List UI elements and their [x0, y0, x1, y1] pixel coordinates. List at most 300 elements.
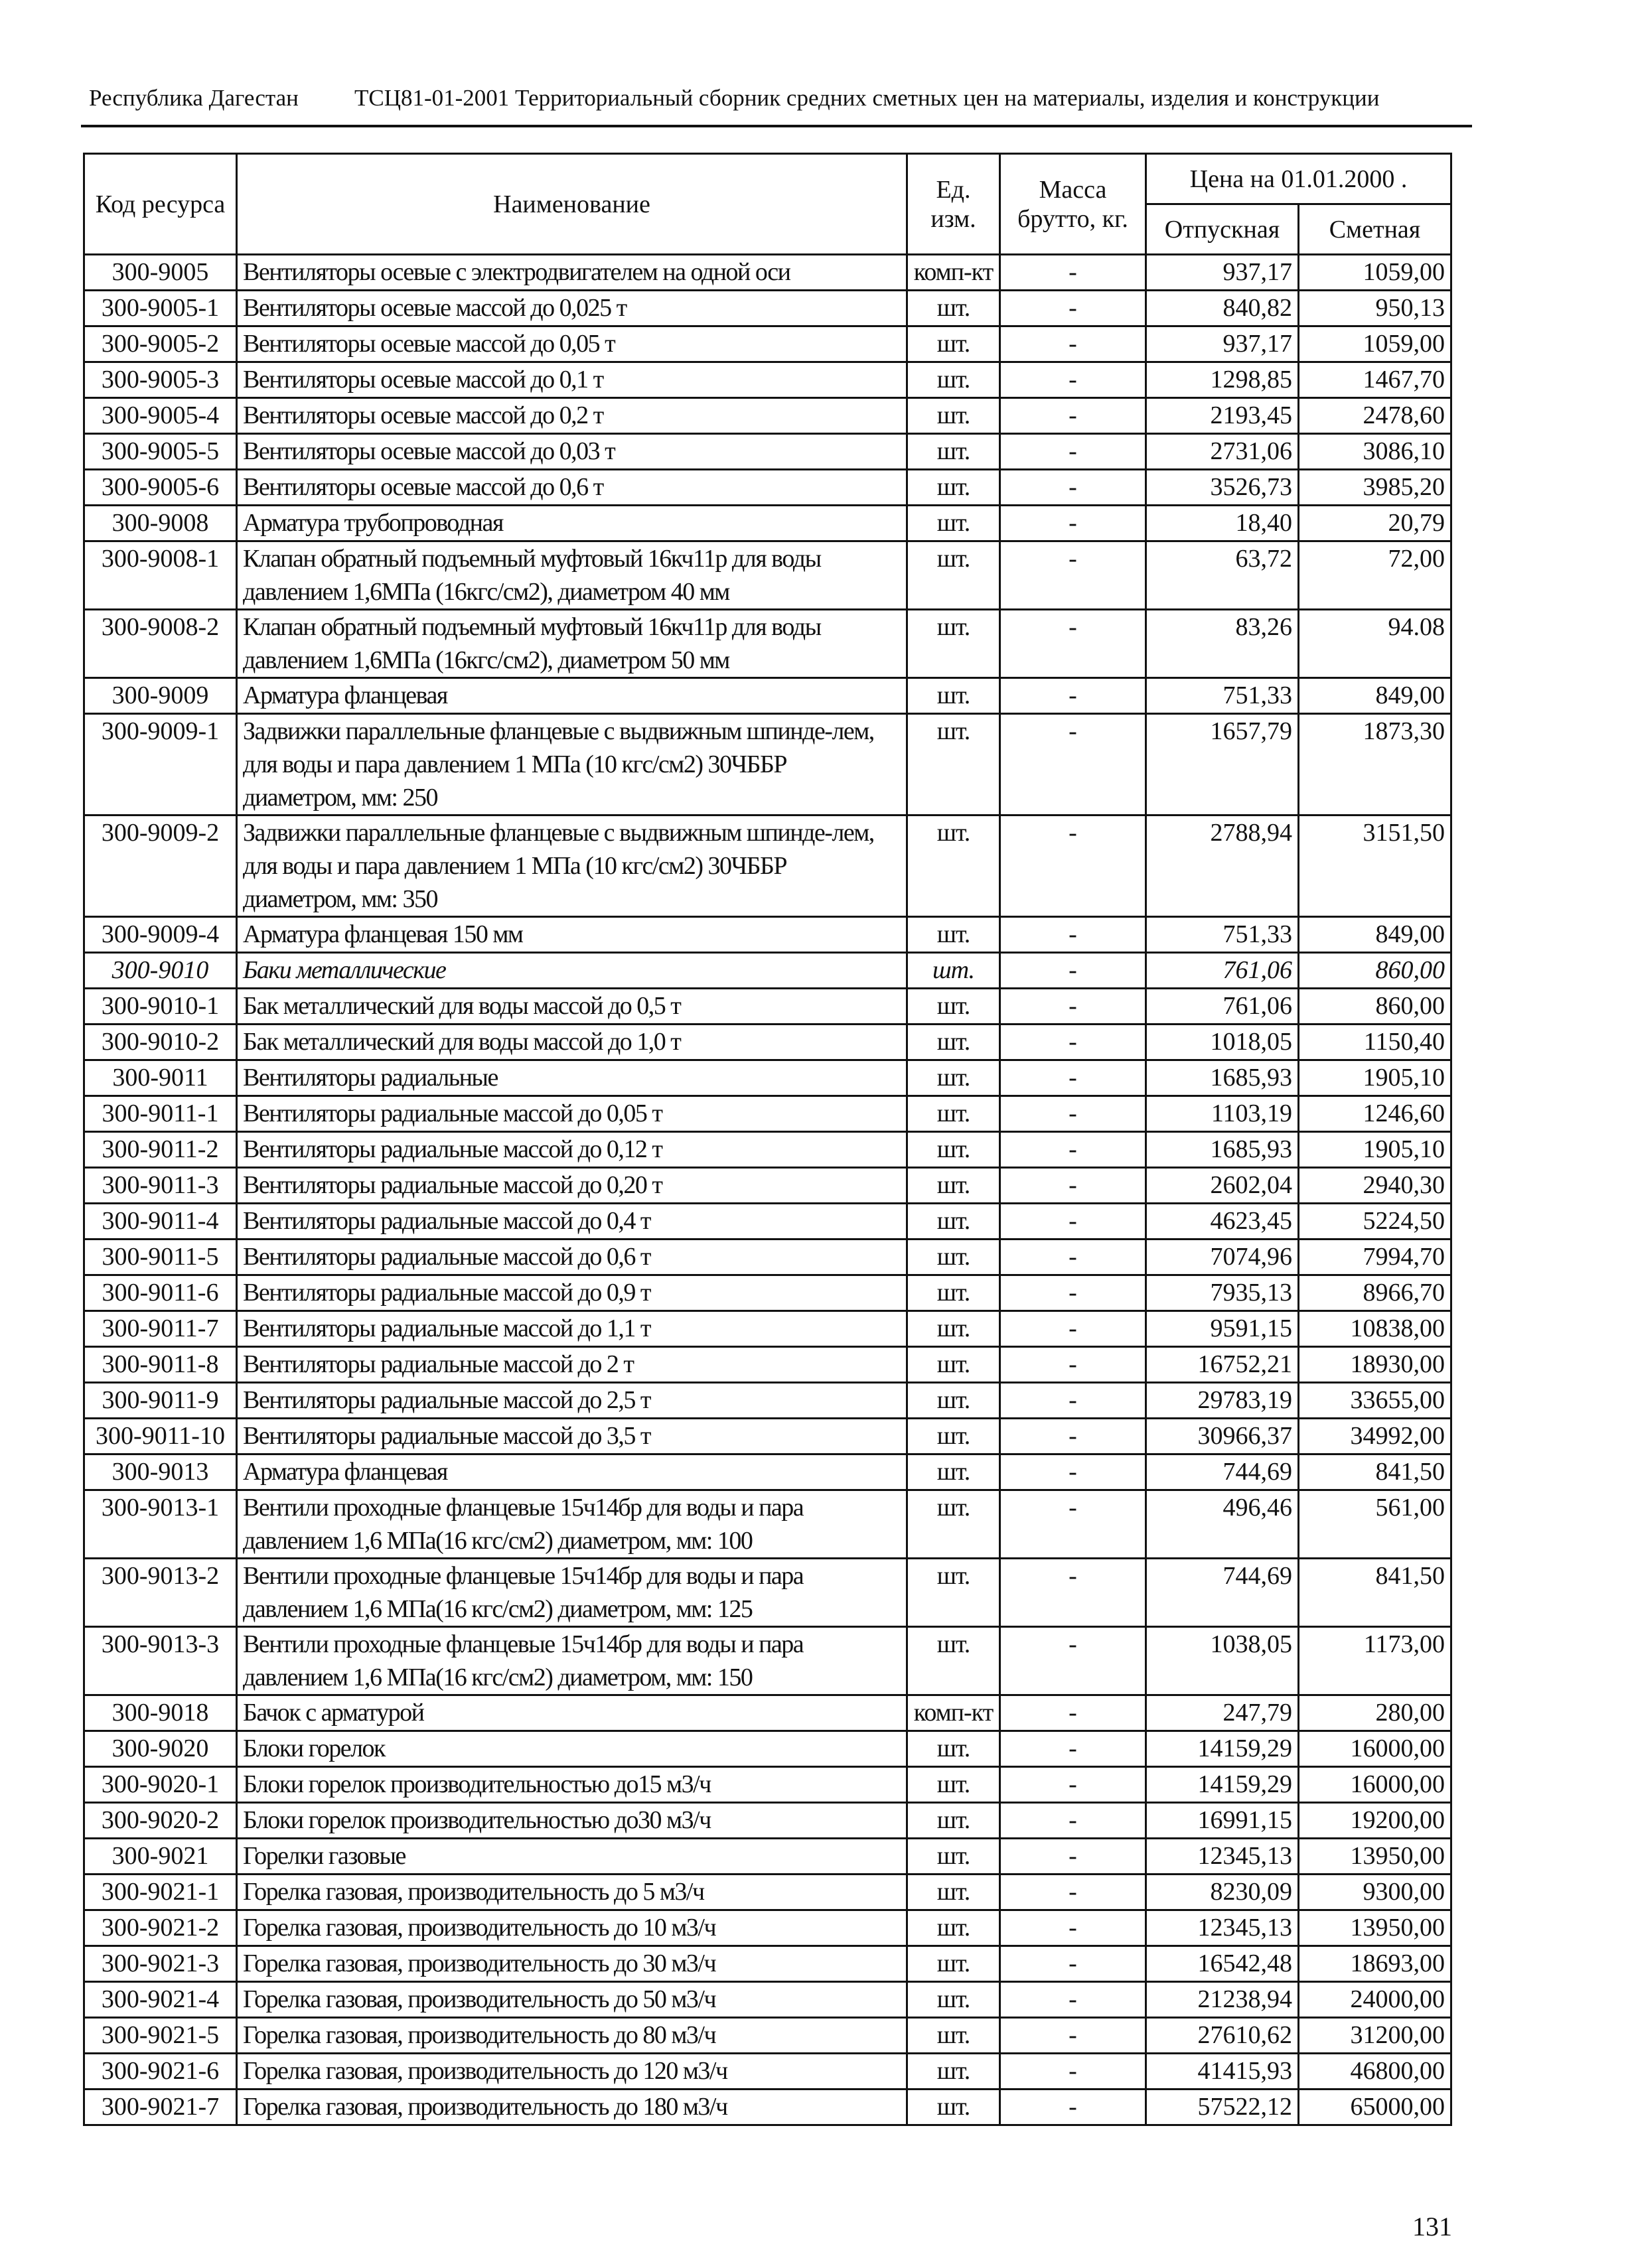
cell-unit: шт.	[907, 1096, 1000, 1132]
table-row	[84, 2090, 1451, 2125]
table-row	[84, 1168, 1451, 1204]
cell-release-price: 8230,09	[1146, 1875, 1299, 1910]
header-title: ТСЦ81-01-2001 Территориальный сборник средних сметных цен на материалы, изделия и конструкции	[354, 85, 1380, 111]
cell-estimate-price: 24000,00	[1299, 1982, 1451, 2018]
cell-estimate-price: 2940,30	[1299, 1168, 1451, 1204]
price-table	[83, 153, 1452, 2126]
cell-estimate-price: 1173,00	[1299, 1627, 1451, 1695]
cell-release-price: 1685,93	[1146, 1060, 1299, 1096]
cell-unit: шт.	[907, 1240, 1000, 1275]
cell-estimate-price: 3151,50	[1299, 815, 1451, 917]
cell-unit: шт.	[907, 434, 1000, 470]
table-row	[84, 1731, 1451, 1767]
cell-name: Вентили проходные фланцевые 15ч14бр для воды и пара давлением 1,6 МПа(16 кгс/см2) диаметром, мм: 150	[237, 1627, 907, 1695]
table-header	[84, 154, 1451, 255]
table-row	[84, 1096, 1451, 1132]
cell-name: Баки металлические	[237, 953, 907, 989]
cell-unit: шт.	[907, 1419, 1000, 1454]
cell-release-price: 14159,29	[1146, 1767, 1299, 1803]
cell-mass: -	[1000, 1132, 1146, 1168]
cell-release-price: 247,79	[1146, 1695, 1299, 1731]
cell-unit: комп-кт	[907, 1695, 1000, 1731]
cell-estimate-price: 33655,00	[1299, 1383, 1451, 1419]
cell-name: Горелка газовая, производительность до 5 м3/ч	[237, 1875, 907, 1910]
cell-name: Вентиляторы радиальные массой до 0,05 т	[237, 1096, 907, 1132]
table-row	[84, 1875, 1451, 1910]
cell-mass: -	[1000, 2018, 1146, 2054]
table-row	[84, 1946, 1451, 1982]
table-row	[84, 1240, 1451, 1275]
cell-mass: -	[1000, 1803, 1146, 1839]
cell-release-price: 751,33	[1146, 678, 1299, 714]
cell-mass: -	[1000, 362, 1146, 398]
cell-estimate-price: 16000,00	[1299, 1767, 1451, 1803]
cell-name: Горелка газовая, производительность до 10 м3/ч	[237, 1910, 907, 1946]
column-header-unit: Ед. изм.	[907, 154, 1000, 255]
cell-unit: шт.	[907, 1803, 1000, 1839]
cell-mass: -	[1000, 1731, 1146, 1767]
cell-name: Задвижки параллельные фланцевые с выдвижным шпинде-лем, для воды и пара давлением 1 МПа (10 кгс/см2) 30ЧББР диаметром, мм: 250	[237, 714, 907, 815]
table-row	[84, 326, 1451, 362]
cell-unit: шт.	[907, 989, 1000, 1025]
cell-estimate-price: 1150,40	[1299, 1025, 1451, 1060]
cell-mass: -	[1000, 1025, 1146, 1060]
cell-unit: комп-кт	[907, 255, 1000, 291]
cell-mass: -	[1000, 291, 1146, 326]
cell-code: 300-9021-3	[84, 1946, 237, 1982]
cell-unit: шт.	[907, 541, 1000, 610]
cell-name: Горелка газовая, производительность до 120 м3/ч	[237, 2054, 907, 2090]
cell-code: 300-9010-2	[84, 1025, 237, 1060]
cell-name: Арматура фланцевая	[237, 678, 907, 714]
cell-name: Клапан обратный подъемный муфтовый 16кч11р для воды давлением 1,6МПа (16кгс/см2), диаметром 40 мм	[237, 541, 907, 610]
cell-mass: -	[1000, 678, 1146, 714]
header-rule	[81, 125, 1472, 127]
cell-estimate-price: 3985,20	[1299, 470, 1451, 506]
cell-unit: шт.	[907, 1025, 1000, 1060]
cell-release-price: 761,06	[1146, 989, 1299, 1025]
table-row	[84, 1490, 1451, 1559]
cell-estimate-price: 841,50	[1299, 1454, 1451, 1490]
cell-name: Горелка газовая, производительность до 180 м3/ч	[237, 2090, 907, 2125]
cell-code: 300-9011-5	[84, 1240, 237, 1275]
page-number: 131	[1412, 2212, 1452, 2241]
cell-unit: шт.	[907, 1627, 1000, 1695]
cell-mass: -	[1000, 815, 1146, 917]
cell-mass: -	[1000, 1559, 1146, 1627]
cell-estimate-price: 19200,00	[1299, 1803, 1451, 1839]
cell-estimate-price: 31200,00	[1299, 2018, 1451, 2054]
cell-name: Задвижки параллельные фланцевые с выдвижным шпинде-лем, для воды и пара давлением 1 МПа (10 кгс/см2) 30ЧББР диаметром, мм: 350	[237, 815, 907, 917]
cell-mass: -	[1000, 953, 1146, 989]
cell-estimate-price: 561,00	[1299, 1490, 1451, 1559]
cell-release-price: 3526,73	[1146, 470, 1299, 506]
cell-code: 300-9009-1	[84, 714, 237, 815]
cell-unit: шт.	[907, 1132, 1000, 1168]
cell-release-price: 16752,21	[1146, 1347, 1299, 1383]
cell-unit: шт.	[907, 917, 1000, 953]
cell-mass: -	[1000, 1240, 1146, 1275]
cell-estimate-price: 1059,00	[1299, 326, 1451, 362]
cell-name: Блоки горелок производительностью до15 м3/ч	[237, 1767, 907, 1803]
table-row	[84, 362, 1451, 398]
cell-code: 300-9011	[84, 1060, 237, 1096]
cell-mass: -	[1000, 2054, 1146, 2090]
cell-mass: -	[1000, 255, 1146, 291]
cell-release-price: 1657,79	[1146, 714, 1299, 815]
cell-code: 300-9020	[84, 1731, 237, 1767]
cell-unit: шт.	[907, 506, 1000, 541]
cell-code: 300-9021	[84, 1839, 237, 1875]
table-row	[84, 1559, 1451, 1627]
cell-mass: -	[1000, 1982, 1146, 2018]
column-header-price-group: Цена на 01.01.2000 .	[1146, 154, 1451, 204]
cell-name: Вентиляторы осевые массой до 0,03 т	[237, 434, 907, 470]
cell-name: Горелка газовая, производительность до 30 м3/ч	[237, 1946, 907, 1982]
cell-release-price: 30966,37	[1146, 1419, 1299, 1454]
cell-code: 300-9005-3	[84, 362, 237, 398]
cell-name: Бак металлический для воды массой до 0,5 т	[237, 989, 907, 1025]
cell-mass: -	[1000, 1839, 1146, 1875]
cell-unit: шт.	[907, 953, 1000, 989]
cell-estimate-price: 1059,00	[1299, 255, 1451, 291]
cell-unit: шт.	[907, 678, 1000, 714]
cell-release-price: 1685,93	[1146, 1132, 1299, 1168]
cell-code: 300-9009	[84, 678, 237, 714]
cell-code: 300-9011-8	[84, 1347, 237, 1383]
cell-name: Блоки горелок производительностью до30 м3/ч	[237, 1803, 907, 1839]
table-row	[84, 1839, 1451, 1875]
cell-release-price: 744,69	[1146, 1559, 1299, 1627]
cell-name: Вентиляторы радиальные массой до 1,1 т	[237, 1311, 907, 1347]
table-row	[84, 1347, 1451, 1383]
cell-unit: шт.	[907, 291, 1000, 326]
column-header-code: Код ресурса	[84, 154, 237, 255]
column-header-mass: Масса брутто, кг.	[1000, 154, 1146, 255]
cell-unit: шт.	[907, 1347, 1000, 1383]
cell-unit: шт.	[907, 1982, 1000, 2018]
cell-release-price: 63,72	[1146, 541, 1299, 610]
cell-unit: шт.	[907, 1060, 1000, 1096]
cell-estimate-price: 950,13	[1299, 291, 1451, 326]
table-row	[84, 1695, 1451, 1731]
cell-code: 300-9011-7	[84, 1311, 237, 1347]
cell-mass: -	[1000, 1347, 1146, 1383]
cell-mass: -	[1000, 1311, 1146, 1347]
cell-mass: -	[1000, 1454, 1146, 1490]
table-row	[84, 1803, 1451, 1839]
cell-unit: шт.	[907, 398, 1000, 434]
table-row	[84, 2018, 1451, 2054]
cell-name: Вентиляторы осевые с электродвигателем на одной оси	[237, 255, 907, 291]
table-row	[84, 2054, 1451, 2090]
cell-mass: -	[1000, 1910, 1146, 1946]
cell-release-price: 761,06	[1146, 953, 1299, 989]
table-row	[84, 714, 1451, 815]
cell-mass: -	[1000, 2090, 1146, 2125]
column-header-name: Наименование	[237, 154, 907, 255]
cell-unit: шт.	[907, 1454, 1000, 1490]
cell-name: Вентиляторы осевые массой до 0,6 т	[237, 470, 907, 506]
cell-name: Вентили проходные фланцевые 15ч14бр для воды и пара давлением 1,6 МПа(16 кгс/см2) диаметром, мм: 100	[237, 1490, 907, 1559]
table-row	[84, 678, 1451, 714]
cell-release-price: 937,17	[1146, 255, 1299, 291]
cell-release-price: 9591,15	[1146, 1311, 1299, 1347]
cell-code: 300-9011-3	[84, 1168, 237, 1204]
cell-unit: шт.	[907, 815, 1000, 917]
cell-release-price: 1018,05	[1146, 1025, 1299, 1060]
cell-mass: -	[1000, 989, 1146, 1025]
cell-code: 300-9005	[84, 255, 237, 291]
cell-unit: шт.	[907, 1731, 1000, 1767]
cell-release-price: 840,82	[1146, 291, 1299, 326]
table-row	[84, 1311, 1451, 1347]
cell-release-price: 7935,13	[1146, 1275, 1299, 1311]
table-row	[84, 610, 1451, 678]
cell-name: Горелка газовая, производительность до 50 м3/ч	[237, 1982, 907, 2018]
cell-name: Блоки горелок	[237, 1731, 907, 1767]
cell-release-price: 16991,15	[1146, 1803, 1299, 1839]
cell-estimate-price: 18693,00	[1299, 1946, 1451, 1982]
cell-unit: шт.	[907, 1383, 1000, 1419]
cell-release-price: 57522,12	[1146, 2090, 1299, 2125]
table-row	[84, 291, 1451, 326]
cell-code: 300-9011-10	[84, 1419, 237, 1454]
cell-mass: -	[1000, 1946, 1146, 1982]
cell-mass: -	[1000, 1383, 1146, 1419]
cell-estimate-price: 860,00	[1299, 953, 1451, 989]
cell-name: Вентиляторы осевые массой до 0,1 т	[237, 362, 907, 398]
table-row	[84, 917, 1451, 953]
cell-code: 300-9010	[84, 953, 237, 989]
cell-code: 300-9008	[84, 506, 237, 541]
cell-release-price: 751,33	[1146, 917, 1299, 953]
table-row	[84, 1627, 1451, 1695]
table-row	[84, 1383, 1451, 1419]
cell-estimate-price: 3086,10	[1299, 434, 1451, 470]
cell-unit: шт.	[907, 1275, 1000, 1311]
cell-name: Вентиляторы радиальные массой до 0,4 т	[237, 1204, 907, 1240]
cell-release-price: 83,26	[1146, 610, 1299, 678]
cell-estimate-price: 5224,50	[1299, 1204, 1451, 1240]
cell-estimate-price: 9300,00	[1299, 1875, 1451, 1910]
cell-estimate-price: 860,00	[1299, 989, 1451, 1025]
cell-code: 300-9010-1	[84, 989, 237, 1025]
cell-release-price: 18,40	[1146, 506, 1299, 541]
cell-code: 300-9011-6	[84, 1275, 237, 1311]
cell-estimate-price: 94.08	[1299, 610, 1451, 678]
cell-estimate-price: 65000,00	[1299, 2090, 1451, 2125]
cell-release-price: 27610,62	[1146, 2018, 1299, 2054]
cell-release-price: 2731,06	[1146, 434, 1299, 470]
cell-estimate-price: 1246,60	[1299, 1096, 1451, 1132]
cell-release-price: 1103,19	[1146, 1096, 1299, 1132]
cell-unit: шт.	[907, 326, 1000, 362]
cell-code: 300-9021-2	[84, 1910, 237, 1946]
cell-code: 300-9021-4	[84, 1982, 237, 2018]
table-row	[84, 470, 1451, 506]
cell-release-price: 1298,85	[1146, 362, 1299, 398]
cell-mass: -	[1000, 1627, 1146, 1695]
cell-release-price: 496,46	[1146, 1490, 1299, 1559]
cell-unit: шт.	[907, 470, 1000, 506]
cell-unit: шт.	[907, 1490, 1000, 1559]
cell-mass: -	[1000, 1096, 1146, 1132]
table-row	[84, 1767, 1451, 1803]
cell-estimate-price: 841,50	[1299, 1559, 1451, 1627]
cell-unit: шт.	[907, 1311, 1000, 1347]
cell-release-price: 14159,29	[1146, 1731, 1299, 1767]
cell-estimate-price: 1905,10	[1299, 1060, 1451, 1096]
cell-name: Вентиляторы радиальные массой до 2,5 т	[237, 1383, 907, 1419]
table-row	[84, 506, 1451, 541]
cell-code: 300-9011-1	[84, 1096, 237, 1132]
cell-estimate-price: 8966,70	[1299, 1275, 1451, 1311]
cell-release-price: 21238,94	[1146, 1982, 1299, 2018]
cell-estimate-price: 13950,00	[1299, 1910, 1451, 1946]
table-row	[84, 255, 1451, 291]
cell-unit: шт.	[907, 1946, 1000, 1982]
cell-unit: шт.	[907, 1839, 1000, 1875]
cell-release-price: 2602,04	[1146, 1168, 1299, 1204]
cell-code: 300-9005-2	[84, 326, 237, 362]
cell-name: Бак металлический для воды массой до 1,0 т	[237, 1025, 907, 1060]
cell-unit: шт.	[907, 2054, 1000, 2090]
cell-release-price: 4623,45	[1146, 1204, 1299, 1240]
cell-estimate-price: 849,00	[1299, 917, 1451, 953]
cell-code: 300-9005-1	[84, 291, 237, 326]
cell-name: Горелки газовые	[237, 1839, 907, 1875]
cell-release-price: 1038,05	[1146, 1627, 1299, 1695]
table-row	[84, 541, 1451, 610]
cell-code: 300-9005-6	[84, 470, 237, 506]
cell-mass: -	[1000, 1419, 1146, 1454]
cell-estimate-price: 280,00	[1299, 1695, 1451, 1731]
cell-estimate-price: 46800,00	[1299, 2054, 1451, 2090]
cell-code: 300-9005-4	[84, 398, 237, 434]
cell-estimate-price: 10838,00	[1299, 1311, 1451, 1347]
cell-mass: -	[1000, 610, 1146, 678]
cell-name: Вентиляторы осевые массой до 0,025 т	[237, 291, 907, 326]
table-row	[84, 434, 1451, 470]
cell-mass: -	[1000, 1767, 1146, 1803]
cell-mass: -	[1000, 1060, 1146, 1096]
cell-name: Арматура трубопроводная	[237, 506, 907, 541]
table-row	[84, 1275, 1451, 1311]
cell-code: 300-9021-1	[84, 1875, 237, 1910]
cell-estimate-price: 72,00	[1299, 541, 1451, 610]
cell-mass: -	[1000, 326, 1146, 362]
table-row	[84, 1060, 1451, 1096]
cell-code: 300-9020-2	[84, 1803, 237, 1839]
table-row	[84, 1132, 1451, 1168]
cell-mass: -	[1000, 470, 1146, 506]
column-header-release-price: Отпускная	[1146, 204, 1299, 255]
cell-unit: шт.	[907, 1168, 1000, 1204]
cell-code: 300-9021-5	[84, 2018, 237, 2054]
cell-code: 300-9008-1	[84, 541, 237, 610]
cell-estimate-price: 16000,00	[1299, 1731, 1451, 1767]
cell-release-price: 744,69	[1146, 1454, 1299, 1490]
cell-mass: -	[1000, 434, 1146, 470]
cell-code: 300-9021-7	[84, 2090, 237, 2125]
cell-code: 300-9008-2	[84, 610, 237, 678]
cell-mass: -	[1000, 917, 1146, 953]
cell-estimate-price: 1467,70	[1299, 362, 1451, 398]
cell-name: Вентиляторы радиальные массой до 2 т	[237, 1347, 907, 1383]
table-body	[84, 255, 1451, 2125]
cell-release-price: 29783,19	[1146, 1383, 1299, 1419]
cell-name: Бачок с арматурой	[237, 1695, 907, 1731]
cell-code: 300-9011-2	[84, 1132, 237, 1168]
cell-code: 300-9018	[84, 1695, 237, 1731]
cell-name: Вентиляторы радиальные	[237, 1060, 907, 1096]
cell-code: 300-9013-2	[84, 1559, 237, 1627]
cell-unit: шт.	[907, 1559, 1000, 1627]
cell-code: 300-9011-4	[84, 1204, 237, 1240]
cell-estimate-price: 1873,30	[1299, 714, 1451, 815]
cell-mass: -	[1000, 1204, 1146, 1240]
cell-code: 300-9020-1	[84, 1767, 237, 1803]
cell-name: Горелка газовая, производительность до 80 м3/ч	[237, 2018, 907, 2054]
cell-estimate-price: 18930,00	[1299, 1347, 1451, 1383]
cell-estimate-price: 34992,00	[1299, 1419, 1451, 1454]
cell-estimate-price: 13950,00	[1299, 1839, 1451, 1875]
cell-estimate-price: 1905,10	[1299, 1132, 1451, 1168]
cell-unit: шт.	[907, 1910, 1000, 1946]
cell-release-price: 2788,94	[1146, 815, 1299, 917]
cell-mass: -	[1000, 714, 1146, 815]
cell-mass: -	[1000, 1695, 1146, 1731]
cell-estimate-price: 2478,60	[1299, 398, 1451, 434]
cell-release-price: 12345,13	[1146, 1910, 1299, 1946]
table-row	[84, 815, 1451, 917]
cell-unit: шт.	[907, 1767, 1000, 1803]
cell-code: 300-9021-6	[84, 2054, 237, 2090]
header-region: Республика Дагестан	[89, 85, 299, 111]
cell-name: Вентиляторы радиальные массой до 0,9 т	[237, 1275, 907, 1311]
cell-release-price: 937,17	[1146, 326, 1299, 362]
cell-name: Вентиляторы радиальные массой до 0,20 т	[237, 1168, 907, 1204]
cell-code: 300-9013-3	[84, 1627, 237, 1695]
cell-estimate-price: 849,00	[1299, 678, 1451, 714]
cell-release-price: 2193,45	[1146, 398, 1299, 434]
cell-release-price: 12345,13	[1146, 1839, 1299, 1875]
cell-name: Вентиляторы радиальные массой до 3,5 т	[237, 1419, 907, 1454]
cell-estimate-price: 20,79	[1299, 506, 1451, 541]
cell-code: 300-9011-9	[84, 1383, 237, 1419]
page-header	[89, 85, 1469, 117]
cell-code: 300-9005-5	[84, 434, 237, 470]
table-row	[84, 1204, 1451, 1240]
cell-unit: шт.	[907, 2090, 1000, 2125]
cell-mass: -	[1000, 506, 1146, 541]
table-row	[84, 1025, 1451, 1060]
cell-mass: -	[1000, 541, 1146, 610]
cell-code: 300-9009-2	[84, 815, 237, 917]
table-row	[84, 1454, 1451, 1490]
cell-code: 300-9013	[84, 1454, 237, 1490]
table-row	[84, 398, 1451, 434]
cell-unit: шт.	[907, 714, 1000, 815]
cell-unit: шт.	[907, 362, 1000, 398]
cell-mass: -	[1000, 1275, 1146, 1311]
cell-code: 300-9009-4	[84, 917, 237, 953]
cell-name: Клапан обратный подъемный муфтовый 16кч11р для воды давлением 1,6МПа (16кгс/см2), диаметром 50 мм	[237, 610, 907, 678]
cell-unit: шт.	[907, 610, 1000, 678]
cell-mass: -	[1000, 1168, 1146, 1204]
cell-mass: -	[1000, 1875, 1146, 1910]
